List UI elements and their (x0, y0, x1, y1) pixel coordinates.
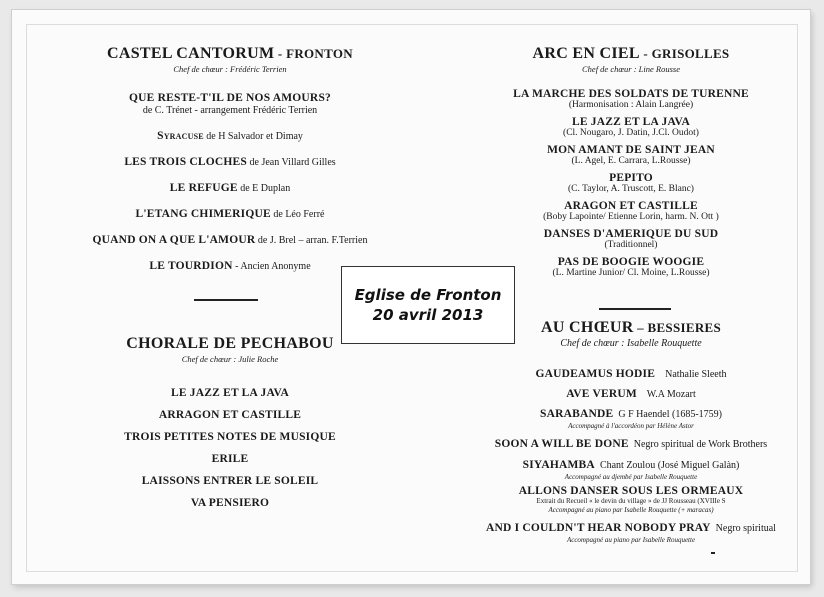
pechabou-song-6: VA PENSIERO (190, 497, 270, 509)
castel-song-7: LE TOURDION - Ancien Anonyme (149, 260, 311, 272)
aucoeur-song-list (462, 364, 800, 545)
pechabou-name: CHORALE DE PECHABOU (126, 335, 334, 352)
aucoeur-song-7: AND I COULDN'T HEAR NOBODY PRAY Negro spiritual Accompagné au piano par Isabelle Rouquette (462, 518, 800, 545)
arcenciel-town: - GRISOLLES (639, 46, 730, 61)
event-venue: Eglise de Fronton (354, 286, 502, 304)
pechabou-conductor: Chef de chœur : Julie Roche (181, 354, 279, 364)
event-date: 20 avril 2013 (372, 306, 484, 324)
aucoeur-song-5: SIYAHAMBA Chant Zoulou (José Miguel Galàn) Accompagné au djembé par Isabelle Rouquette (462, 455, 800, 482)
aucoeur-name: AU CHŒUR (540, 319, 634, 336)
arcenciel-song-4: PEPITO (C. Taylor, A. Truscott, E. Blanc) (568, 172, 694, 194)
aucoeur-song-7-accomp: Accompagné au piano par Isabelle Rouquette (566, 536, 696, 544)
aucoeur-song-3: SARABANDE G F Haendel (1685-1759) Accompagné à l'accordéon par Hélène Astor (462, 404, 800, 431)
pechabou-song-list (80, 387, 380, 509)
castel-song-4: LE REFUGE de E Duplan (169, 182, 291, 194)
castel-song-3: LES TROIS CLOCHES de Jean Villard Gilles (124, 156, 336, 168)
aucoeur-song-3-accomp: Accompagné à l'accordéon par Hélène Astor (568, 422, 694, 430)
aucoeur-song-6: ALLONS DANSER SOUS LES ORMEAUX Extrait du Recueil « le devin du village » de JJ Rousseau (XVIIIe S Accompagné au piano par Isabelle Rouquette (+ maracas) (462, 485, 800, 515)
arcenciel-song-5: ARAGON ET CASTILLE (Boby Lapointe/ Etienne Lorin, harm. N. Ott ) (543, 200, 719, 222)
aucoeur-song-6-excerpt: Extrait du Recueil « le devin du village » de JJ Rousseau (XVIIIe S (536, 497, 726, 505)
pechabou-section (80, 335, 380, 364)
left-divider (194, 299, 258, 301)
castel-section (80, 45, 380, 74)
arcenciel-song-2: LE JAZZ ET LA JAVA (Cl. Nougaro, J. Datin, J.Cl. Oudot) (563, 116, 699, 138)
arcenciel-song-list (462, 88, 800, 279)
arcenciel-section (462, 45, 800, 74)
arcenciel-song-1: LA MARCHE DES SOLDATS DE TURENNE (Harmonisation : Alain Langrée) (513, 88, 749, 110)
right-divider (599, 308, 671, 310)
pechabou-song-1: LE JAZZ ET LA JAVA (170, 387, 289, 399)
castel-town: - FRONTON (274, 46, 353, 61)
castel-song-5: L'ETANG CHIMERIQUE de Léo Ferré (135, 208, 325, 220)
castel-song-2: Syracuse de H Salvador et Dimay (157, 130, 303, 142)
page-mark (711, 552, 715, 554)
aucoeur-conductor: Chef de chœur : Isabelle Rouquette (560, 338, 702, 349)
aucoeur-song-4: SOON A WILL BE DONE Negro spiritual de Work Brothers (494, 438, 768, 450)
pechabou-song-5: LAISSONS ENTRER LE SOLEIL (141, 475, 319, 487)
aucoeur-song-6-accomp: Accompagné au piano par Isabelle Rouquette (+ maracas) (548, 506, 714, 514)
pechabou-song-3: TROIS PETITES NOTES DE MUSIQUE (124, 431, 336, 443)
arcenciel-conductor: Chef de chœur : Line Rousse (582, 64, 680, 74)
arcenciel-song-6: DANSES D'AMERIQUE DU SUD (Traditionnel) (543, 228, 719, 250)
castel-conductor: Chef de chœur : Frédéric Terrien (173, 64, 287, 74)
aucoeur-song-1: GAUDEAMUS HODIE Nathalie Sleeth (535, 368, 727, 380)
aucoeur-town: – BESSIERES (633, 320, 722, 335)
arcenciel-song-7: PAS DE BOOGIE WOOGIE (L. Martine Junior/ Cl. Moine, L.Rousse) (552, 256, 710, 278)
pechabou-song-2: ARRAGON ET CASTILLE (158, 409, 302, 421)
aucoeur-song-2: AVE VERUM W.A Mozart (566, 388, 696, 400)
castel-song-list (70, 92, 390, 274)
aucoeur-section (462, 319, 800, 349)
arcenciel-name: ARC EN CIEL (532, 45, 640, 62)
arcenciel-song-3: MON AMANT DE SAINT JEAN (L. Agel, E. Carrara, L.Rousse) (547, 144, 715, 166)
castel-song-1: QUE RESTE-T'IL DE NOS AMOURS? de C. Trénet - arrangement Frédéric Terrien (129, 92, 331, 116)
aucoeur-song-5-accomp: Accompagné au djembé par Isabelle Rouquette (564, 473, 698, 481)
castel-name: CASTEL CANTORUM (107, 45, 275, 62)
pechabou-song-4: ERILE (211, 453, 249, 465)
castel-song-6: QUAND ON A QUE L'AMOUR de J. Brel – arran. F.Terrien (92, 234, 368, 246)
